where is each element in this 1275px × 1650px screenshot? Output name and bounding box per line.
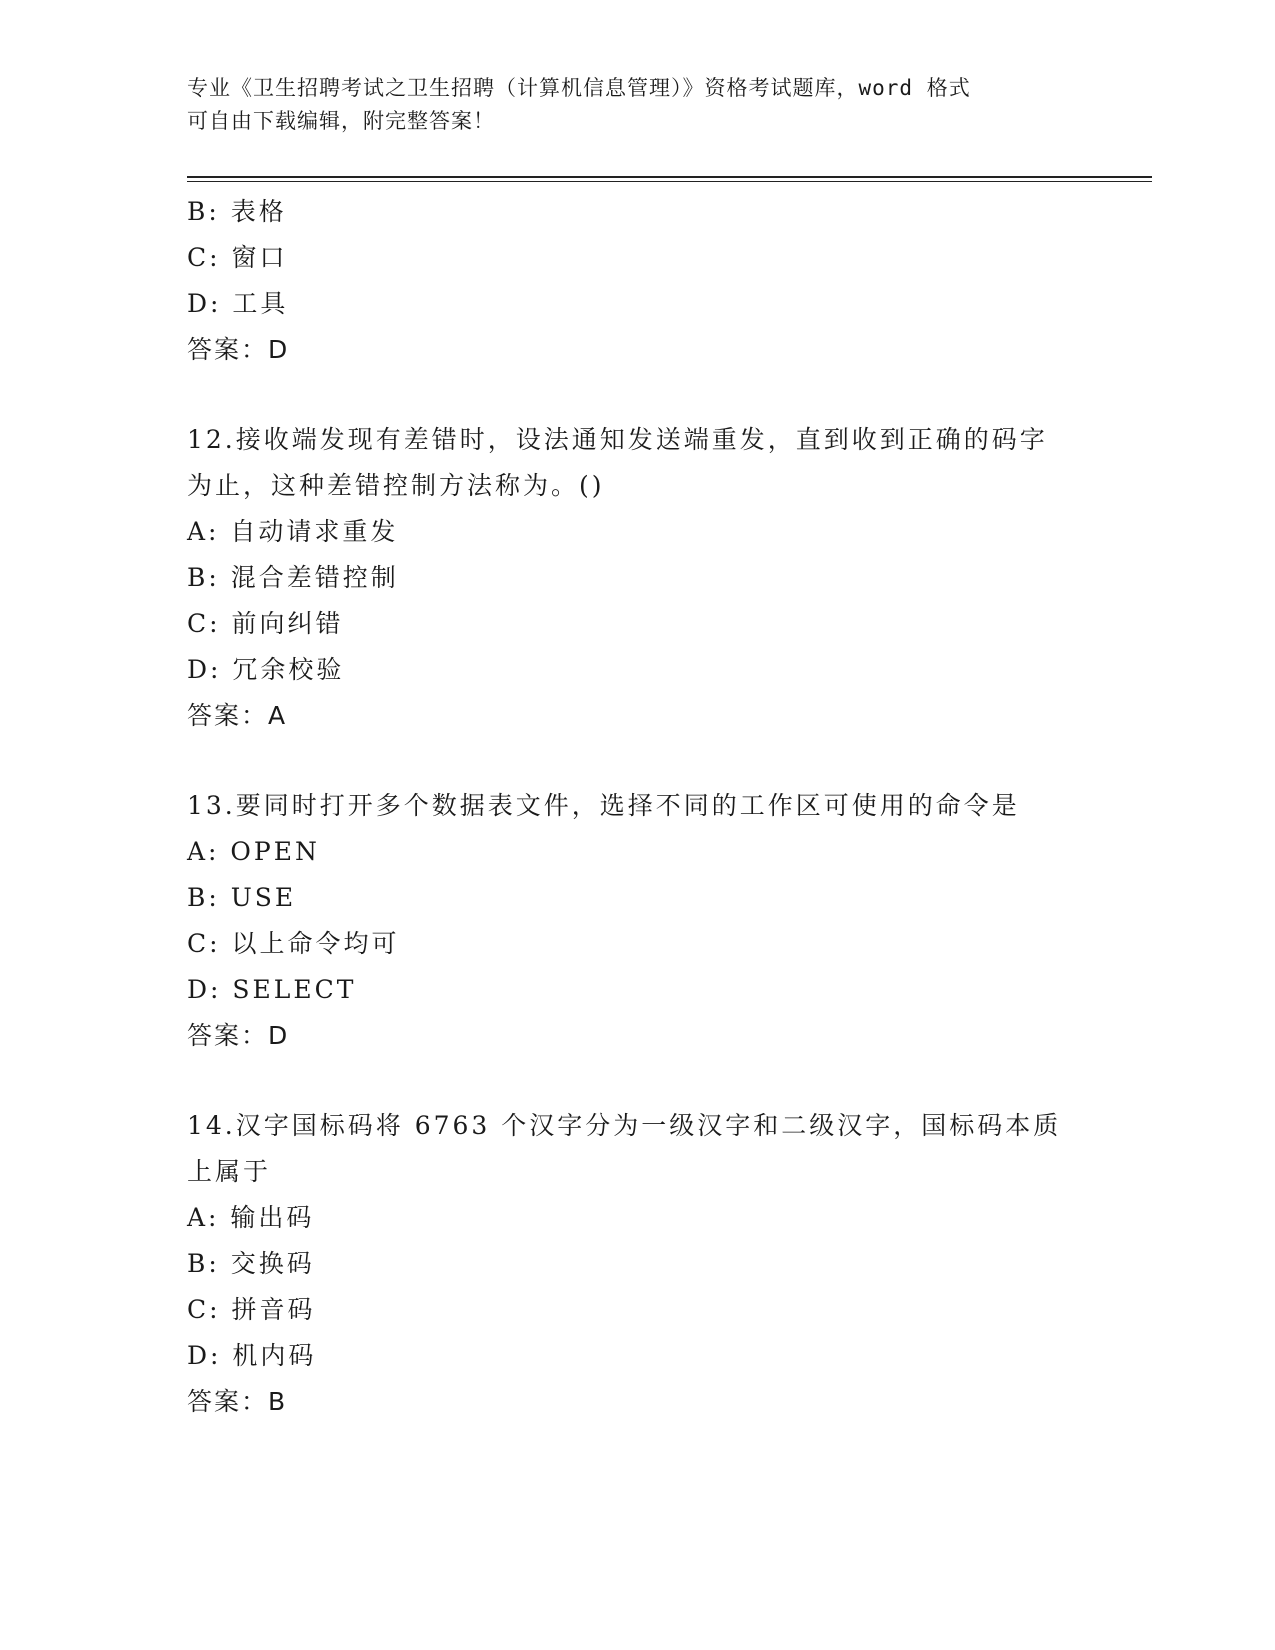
option-c: C: 以上命令均可: [187, 929, 400, 958]
question-text-line-1: 14.汉字国标码将 6763 个汉字分为一级汉字和二级汉字，国标码本质: [187, 1111, 1062, 1140]
option-a: A: OPEN: [187, 837, 320, 866]
document-header: [187, 72, 1067, 138]
option-b: B: 混合差错控制: [187, 563, 399, 592]
question-list: [187, 189, 1087, 1425]
option-c: C: 拼音码: [187, 1295, 316, 1324]
answer-line: 答案：B: [187, 1387, 288, 1416]
option-d: D: 工具: [187, 289, 289, 318]
header-line-2: 可自由下载编辑，附完整答案！: [187, 109, 495, 133]
option-d: D: SELECT: [187, 975, 357, 1004]
option-b: B: 交换码: [187, 1249, 315, 1278]
question-12: [187, 417, 1087, 739]
question-13: [187, 783, 1087, 1059]
question-14: [187, 1103, 1087, 1425]
option-c: C: 窗口: [187, 243, 288, 272]
answer-line: 答案：A: [187, 701, 288, 730]
option-a: A: 输出码: [187, 1203, 315, 1232]
option-d: D: 冗余校验: [187, 655, 345, 684]
question-text-line-2: 为止，这种差错控制方法称为。(): [187, 471, 605, 500]
header-divider-thin: [187, 181, 1152, 182]
option-d: D: 机内码: [187, 1341, 317, 1370]
answer-line: 答案：D: [187, 335, 290, 364]
partial-question: [187, 189, 1087, 373]
question-text-line-1: 13.要同时打开多个数据表文件，选择不同的工作区可使用的命令是: [187, 791, 1020, 820]
header-divider-thick: [187, 176, 1152, 178]
option-c: C: 前向纠错: [187, 609, 344, 638]
option-b: B: USE: [187, 883, 297, 912]
answer-line: 答案：D: [187, 1021, 290, 1050]
header-line-1: 专业《卫生招聘考试之卫生招聘（计算机信息管理）》资格考试题库，word 格式: [187, 76, 971, 100]
question-text-line-2: 上属于: [187, 1157, 272, 1186]
option-b: B: 表格: [187, 197, 287, 226]
option-a: A: 自动请求重发: [187, 517, 399, 546]
question-text-line-1: 12.接收端发现有差错时，设法通知发送端重发，直到收到正确的码字: [187, 425, 1048, 454]
